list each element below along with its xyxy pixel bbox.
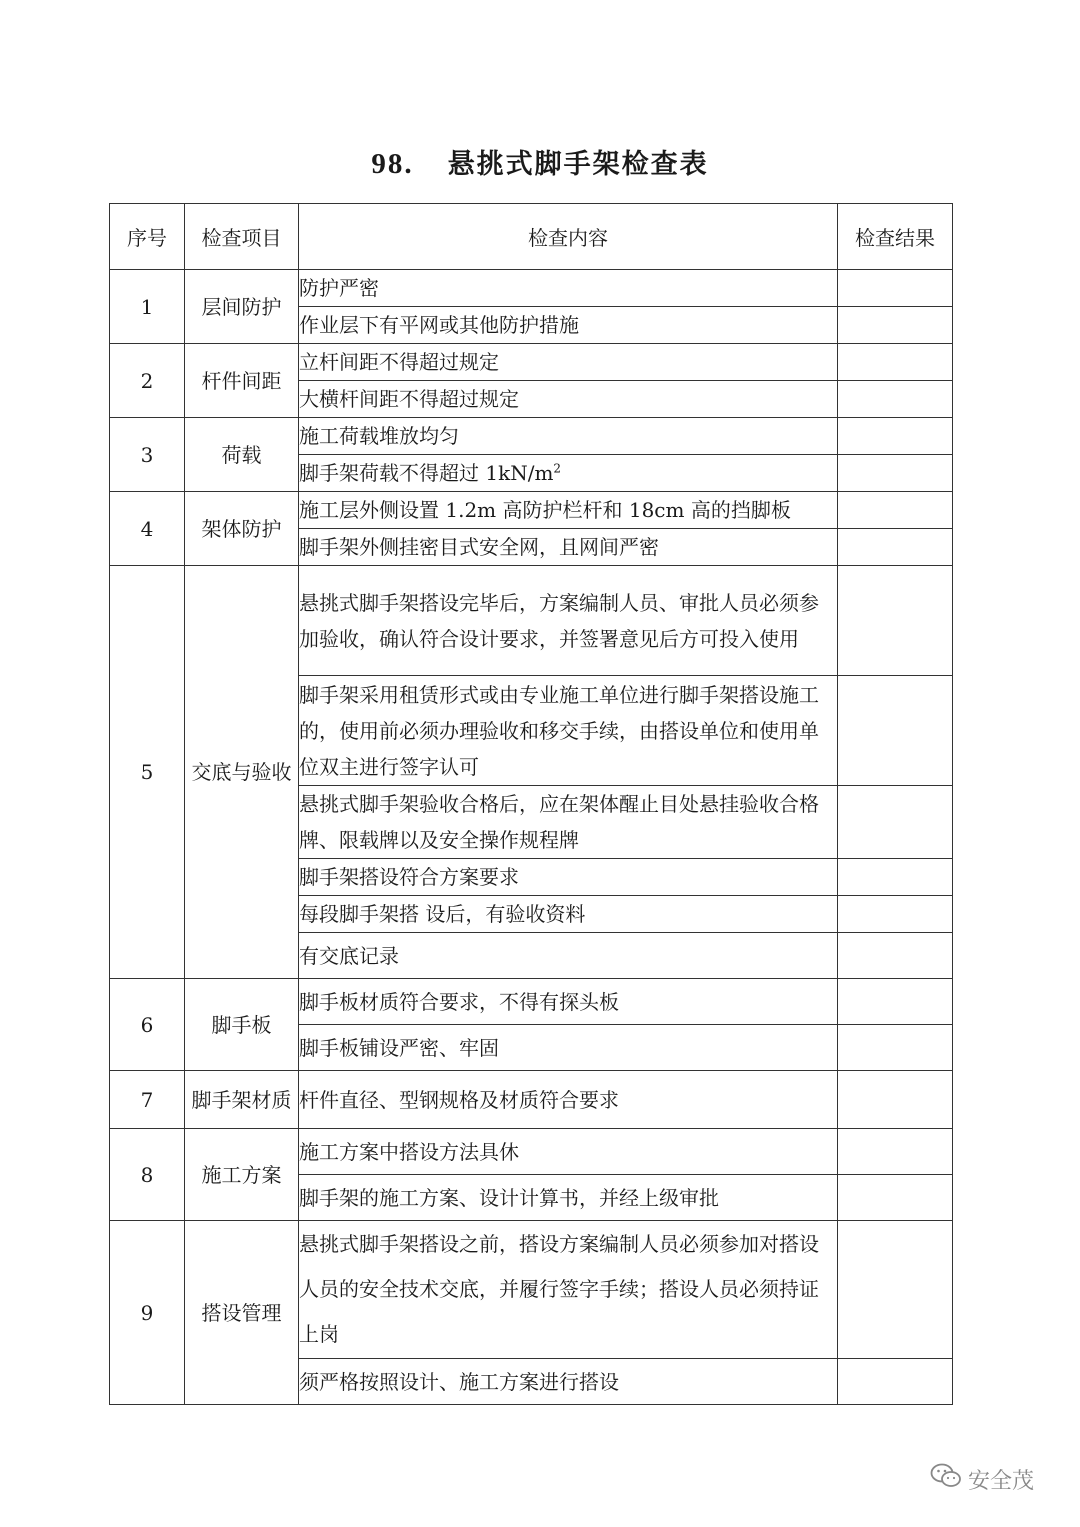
table-row — [110, 344, 953, 381]
content-cell: 悬挑式脚手架搭设完毕后，方案编制人员、审批人员必须参加验收，确认符合设计要求，并签署意见后方可投入使用 — [299, 566, 838, 676]
item-cell: 荷载 — [185, 418, 299, 492]
content-cell: 脚手架的施工方案、设计计算书，并经上级审批 — [299, 1175, 838, 1221]
content-cell: 脚手板材质符合要求，不得有探头板 — [299, 979, 838, 1025]
title-number: 98. — [371, 148, 414, 180]
table-row — [110, 1221, 953, 1359]
header-item: 检查项目 — [185, 204, 299, 270]
item-cell: 施工方案 — [185, 1129, 299, 1221]
wechat-icon — [930, 1462, 962, 1496]
item-cell: 脚手板 — [185, 979, 299, 1071]
result-cell[interactable] — [838, 566, 953, 676]
table-row — [110, 979, 953, 1025]
content-cell: 防护严密 — [299, 270, 838, 307]
content-cell: 大横杆间距不得超过规定 — [299, 381, 838, 418]
table-row — [110, 418, 953, 455]
content-cell: 悬挑式脚手架搭设之前，搭设方案编制人员必须参加对搭设人员的安全技术交底，并履行签字手续；搭设人员必须持证上岗 — [299, 1221, 838, 1359]
result-cell[interactable] — [838, 786, 953, 859]
table-row — [110, 270, 953, 307]
item-cell: 脚手架材质 — [185, 1071, 299, 1129]
content-cell: 杆件直径、型钢规格及材质符合要求 — [299, 1071, 838, 1129]
seq-cell: 7 — [110, 1071, 185, 1129]
result-cell[interactable] — [838, 979, 953, 1025]
item-cell: 交底与验收 — [185, 566, 299, 979]
table-header-row — [110, 204, 953, 270]
result-cell[interactable] — [838, 1071, 953, 1129]
result-cell[interactable] — [838, 418, 953, 455]
content-cell: 立杆间距不得超过规定 — [299, 344, 838, 381]
result-cell[interactable] — [838, 344, 953, 381]
content-cell: 施工方案中搭设方法具休 — [299, 1129, 838, 1175]
content-cell: 作业层下有平网或其他防护措施 — [299, 307, 838, 344]
result-cell[interactable] — [838, 1221, 953, 1359]
item-cell: 搭设管理 — [185, 1221, 299, 1405]
content-cell: 脚手架采用租赁形式或由专业施工单位进行脚手架搭设施工的，使用前必须办理验收和移交手续，由搭设单位和使用单位双主进行签字认可 — [299, 676, 838, 786]
content-cell: 悬挑式脚手架验收合格后，应在架体醒止目处悬挂验收合格牌、限载牌以及安全操作规程牌 — [299, 786, 838, 859]
result-cell[interactable] — [838, 1175, 953, 1221]
content-cell: 有交底记录 — [299, 933, 838, 979]
item-cell: 架体防护 — [185, 492, 299, 566]
result-cell[interactable] — [838, 1129, 953, 1175]
superscript: 2 — [553, 461, 562, 476]
table-row — [110, 1129, 953, 1175]
seq-cell: 4 — [110, 492, 185, 566]
content-cell: 施工荷载堆放均匀 — [299, 418, 838, 455]
title-text: 悬挑式脚手架检查表 — [447, 149, 709, 180]
result-cell[interactable] — [838, 381, 953, 418]
seq-cell: 6 — [110, 979, 185, 1071]
watermark — [930, 1462, 1070, 1496]
result-cell[interactable] — [838, 896, 953, 933]
result-cell[interactable] — [838, 1359, 953, 1405]
inspection-table — [109, 203, 953, 1405]
seq-cell: 3 — [110, 418, 185, 492]
result-cell[interactable] — [838, 933, 953, 979]
item-cell: 层间防护 — [185, 270, 299, 344]
seq-cell: 9 — [110, 1221, 185, 1405]
header-seq: 序号 — [110, 204, 185, 270]
header-result: 检查结果 — [838, 204, 953, 270]
result-cell[interactable] — [838, 676, 953, 786]
result-cell[interactable] — [838, 492, 953, 529]
result-cell[interactable] — [838, 1025, 953, 1071]
content-cell: 施工层外侧设置 1.2m 高防护栏杆和 18cm 高的挡脚板 — [299, 492, 838, 529]
content-cell: 须严格按照设计、施工方案进行搭设 — [299, 1359, 838, 1405]
content-cell — [299, 455, 838, 492]
watermark-text: 安全茂 — [968, 1468, 1035, 1494]
result-cell[interactable] — [838, 529, 953, 566]
result-cell[interactable] — [838, 270, 953, 307]
table-row — [110, 566, 953, 676]
table-row — [110, 492, 953, 529]
content-cell: 脚手架搭设符合方案要求 — [299, 859, 838, 896]
seq-cell: 5 — [110, 566, 185, 979]
page-title — [0, 142, 1080, 182]
result-cell[interactable] — [838, 307, 953, 344]
seq-cell: 2 — [110, 344, 185, 418]
content-text: 脚手架荷载不得超过 1kN/m — [299, 461, 554, 485]
header-content: 检查内容 — [299, 204, 838, 270]
seq-cell: 8 — [110, 1129, 185, 1221]
item-cell: 杆件间距 — [185, 344, 299, 418]
table-row — [110, 1071, 953, 1129]
content-cell: 脚手架外侧挂密目式安全网，且网间严密 — [299, 529, 838, 566]
result-cell[interactable] — [838, 455, 953, 492]
content-cell: 每段脚手架搭 设后，有验收资料 — [299, 896, 838, 933]
content-cell: 脚手板铺设严密、牢固 — [299, 1025, 838, 1071]
seq-cell: 1 — [110, 270, 185, 344]
result-cell[interactable] — [838, 859, 953, 896]
